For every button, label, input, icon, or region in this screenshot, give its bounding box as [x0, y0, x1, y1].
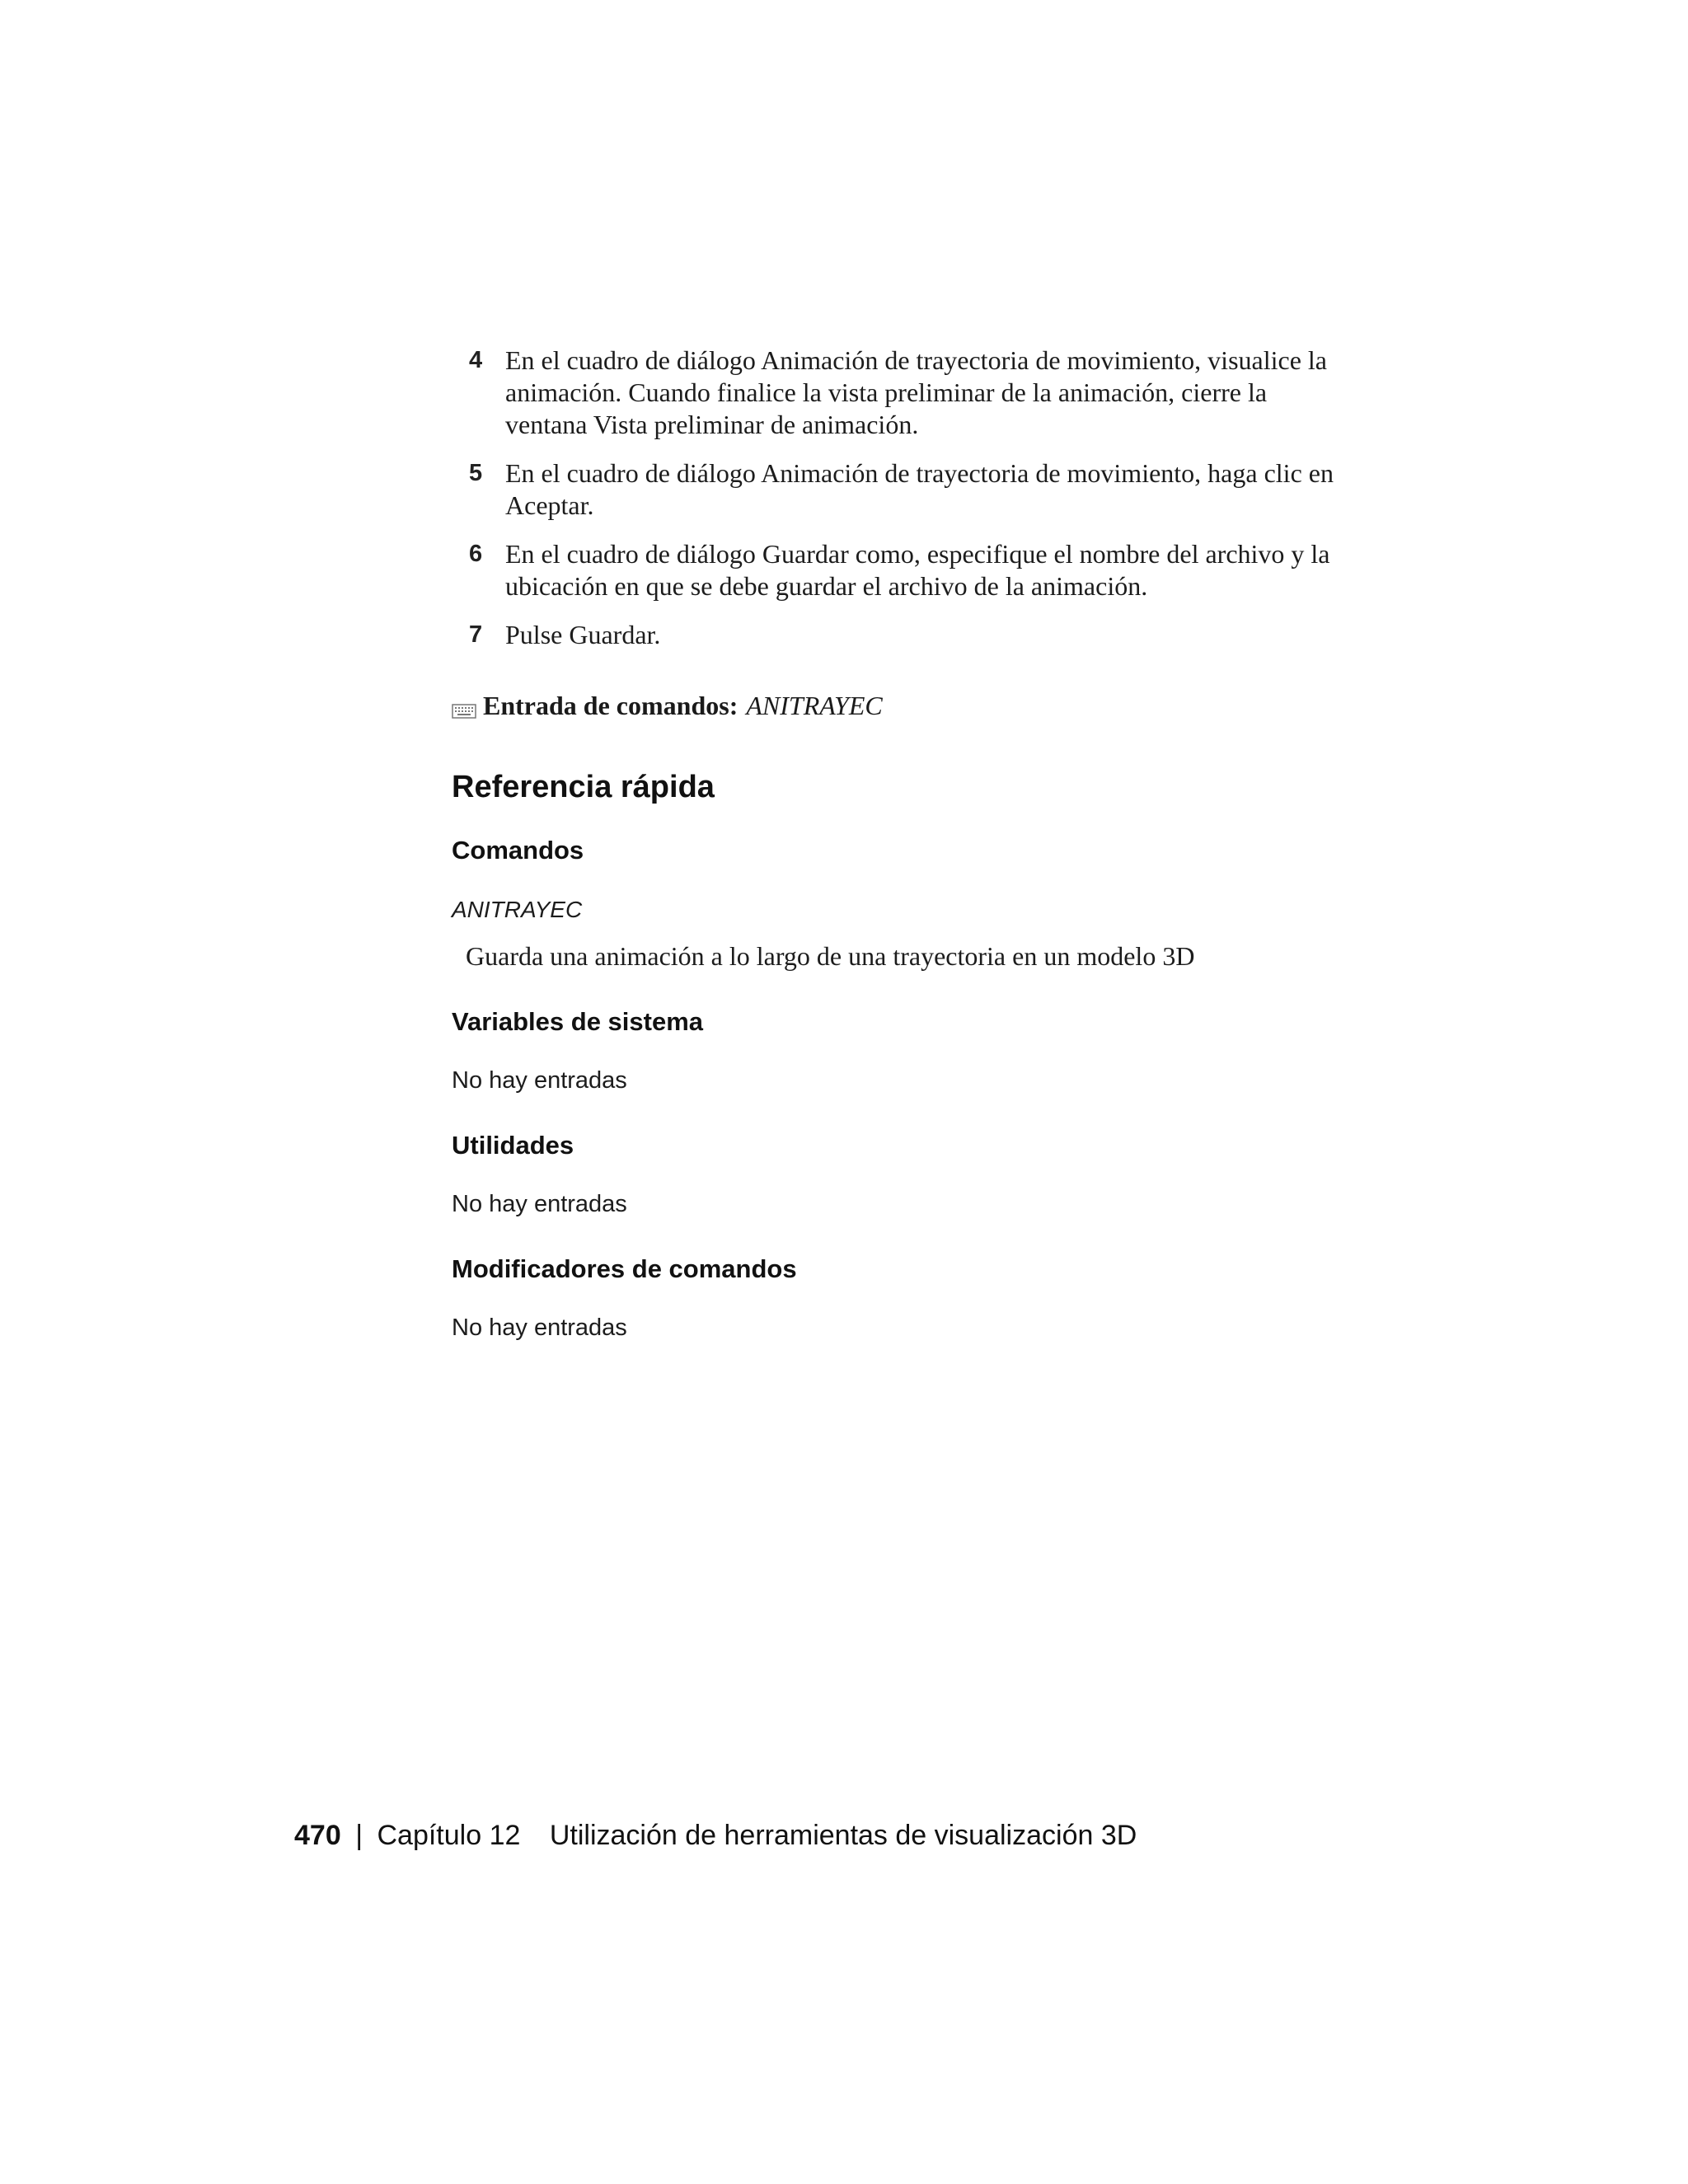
- command-description: Guarda una animación a lo largo de una trayectoria en un modelo 3D: [466, 941, 1195, 971]
- step-item: [452, 344, 1342, 441]
- step-text: En el cuadro de diálogo Animación de trayectoria de movimiento, haga clic en Aceptar.: [505, 458, 1334, 520]
- procedure-steps: [452, 344, 1342, 651]
- chapter-label: Capítulo 12: [377, 1820, 521, 1851]
- commands-heading: Comandos: [452, 836, 584, 865]
- step-text: En el cuadro de diálogo Guardar como, especifique el nombre del archivo y la ubicación en que se debe guardar el archivo de la animación.: [505, 539, 1330, 601]
- utilities-heading: Utilidades: [452, 1131, 574, 1160]
- page-footer: [294, 1818, 1137, 1853]
- page-number: 470: [294, 1820, 341, 1851]
- step-number: 6: [469, 541, 483, 567]
- step-text: En el cuadro de diálogo Animación de trayectoria de movimiento, visualice la animación. Cuando finalice la vista preliminar de la animación, cierre la ventana Vista preliminar de animación.: [505, 345, 1327, 439]
- quick-reference-title: Referencia rápida: [452, 770, 715, 804]
- chapter-title: Utilización de herramientas de visualización 3D: [549, 1820, 1137, 1851]
- step-item: [452, 619, 1342, 651]
- page-content: [452, 344, 1342, 1343]
- utilities-text: No hay entradas: [452, 1191, 627, 1217]
- command-modifiers-text: No hay entradas: [452, 1315, 627, 1341]
- command-modifiers-heading: Modificadores de comandos: [452, 1254, 797, 1283]
- step-number: 4: [469, 347, 483, 373]
- keyboard-icon: [452, 696, 476, 715]
- step-item: [452, 457, 1342, 522]
- step-number: 5: [469, 460, 483, 486]
- command-entry: [452, 689, 1342, 722]
- command-name: ANITRAYEC: [452, 897, 583, 922]
- footer-separator: |: [355, 1820, 363, 1851]
- system-variables-text: No hay entradas: [452, 1067, 627, 1094]
- command-entry-label: Entrada de comandos:: [483, 691, 738, 720]
- system-variables-heading: Variables de sistema: [452, 1007, 704, 1036]
- step-number: 7: [469, 621, 483, 648]
- step-text: Pulse Guardar.: [505, 620, 661, 649]
- step-item: [452, 538, 1342, 602]
- command-entry-value: ANITRAYEC: [746, 691, 883, 720]
